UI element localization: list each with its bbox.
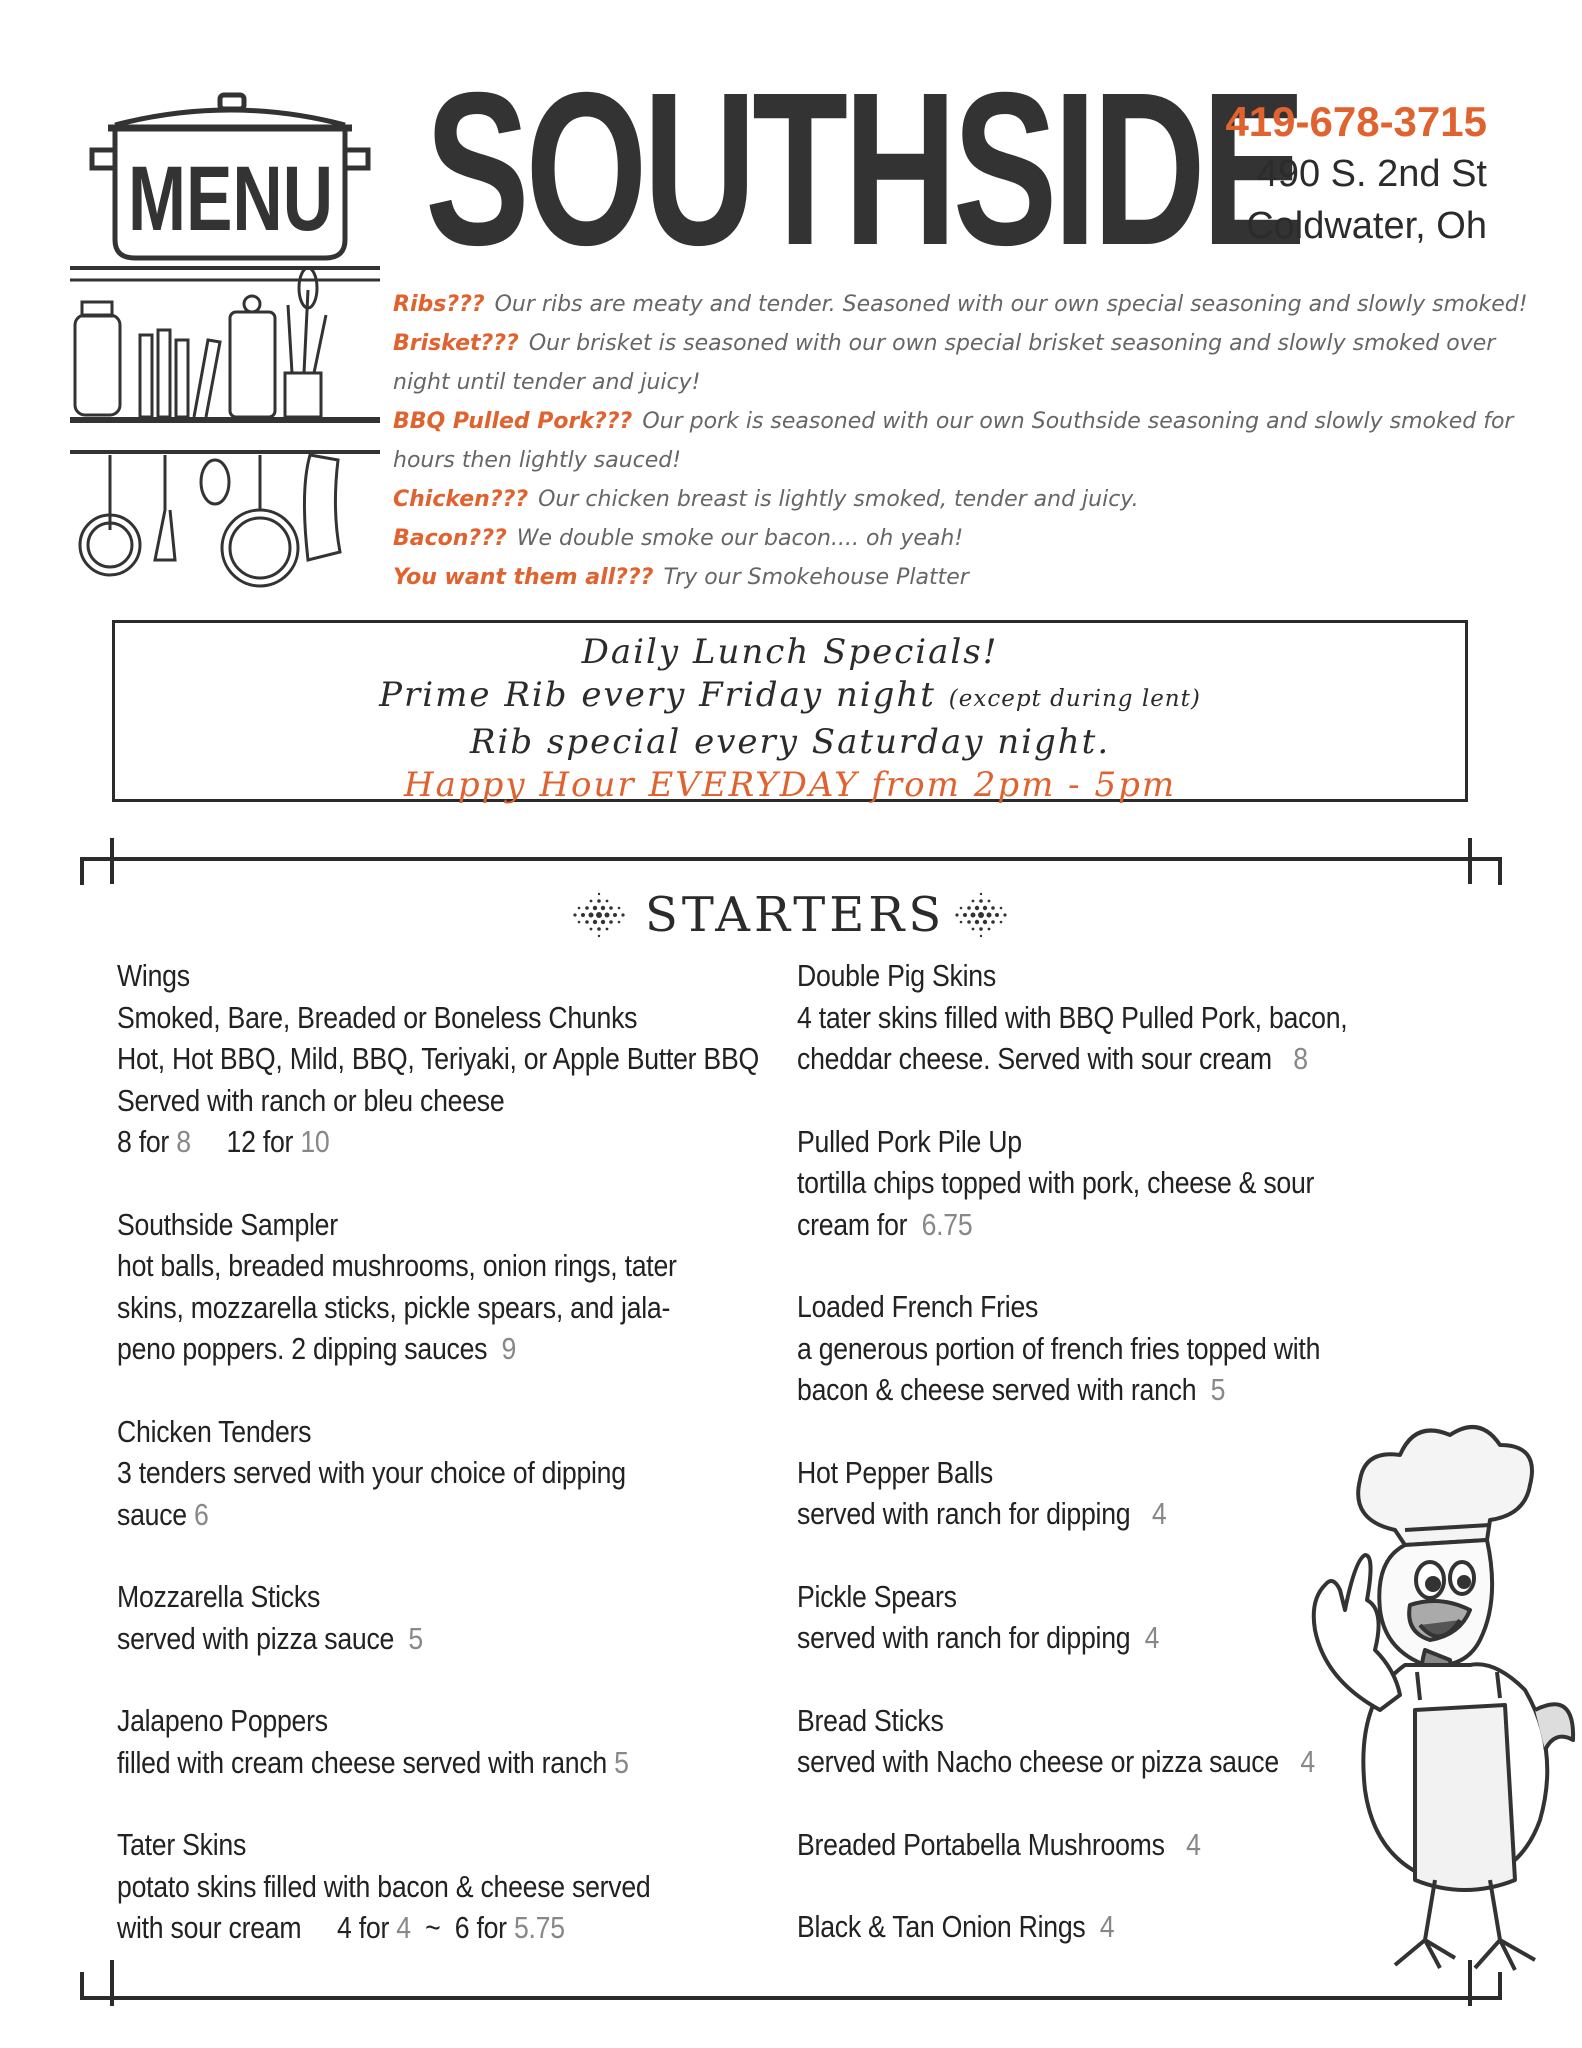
item-name: Mozzarella Sticks	[117, 1579, 321, 1614]
intro-text: Our ribs are meaty and tender. Seasoned with our own special seasoning and slowly smoked!	[494, 292, 1528, 317]
intro-text: Our pork is seasoned with our own Southside seasoning and slowly smoked for	[642, 409, 1514, 434]
item-price: 5	[408, 1620, 423, 1656]
address-line-1: 490 S. 2nd St	[1256, 153, 1487, 195]
frame-top-rule	[80, 857, 1502, 861]
item-desc: served with pizza sauce 5	[117, 1620, 423, 1656]
item-desc: 4 tater skins filled with BBQ Pulled Pork, bacon,	[797, 999, 1348, 1035]
intro-text: hours then lightly sauced!	[393, 448, 682, 473]
item-desc: sauce 6	[117, 1496, 209, 1532]
item-price: 5.75	[513, 1910, 565, 1945]
kitchen-illustration	[70, 90, 380, 600]
item-price: 5	[1210, 1372, 1226, 1407]
frame-top-inner-rule	[110, 838, 114, 884]
intro-line	[393, 558, 1503, 597]
starters-heading	[565, 882, 1015, 948]
item-name: Bread Sticks	[797, 1702, 944, 1738]
address-line-2: Coldwater, Oh	[1246, 205, 1487, 247]
item-desc: served with ranch for dipping 4	[797, 1620, 1160, 1655]
item-name: Loaded French Fries	[797, 1289, 1039, 1324]
specials-line-prime-rib: Prime Rib every Friday night (except during lent)	[379, 675, 1201, 715]
item-desc: tortilla chips topped with pork, cheese & sour	[797, 1165, 1315, 1200]
intro-line	[393, 402, 1514, 441]
item-desc: skins, mozzarella sticks, pickle spears, and jala-	[117, 1289, 671, 1325]
specials-note: (except during lent)	[948, 686, 1201, 712]
item-name: Hot Pepper Balls	[797, 1454, 993, 1490]
item-price: 5	[614, 1744, 629, 1780]
intro-question: BBQ Pulled Pork???	[393, 409, 633, 434]
specials-line-rib: Rib special every Saturday night.	[469, 722, 1111, 762]
cooking-pot-icon	[70, 95, 380, 280]
intro-line	[393, 285, 1528, 324]
intro-line	[393, 363, 1503, 402]
intro-question: Bacon???	[393, 526, 507, 551]
item-desc: served with Nacho cheese or pizza sauce 4	[797, 1744, 1315, 1779]
frame-bottom-tick	[80, 1972, 84, 2000]
item-name: Black & Tan Onion Rings 4	[797, 1909, 1115, 1944]
item-desc: cheddar cheese. Served with sour cream 8	[797, 1041, 1308, 1076]
frame-top-tick	[80, 857, 84, 885]
rooster-chef-icon	[1255, 1410, 1575, 1980]
menu-item-mozzarella-sticks	[117, 1576, 797, 1659]
intro-question: Ribs???	[393, 292, 485, 317]
item-desc: a generous portion of french fries topped with	[797, 1330, 1321, 1366]
item-desc: filled with cream cheese served with ranch 5	[117, 1744, 629, 1780]
item-name: Wings	[117, 958, 190, 993]
item-price: 4	[1151, 1496, 1167, 1531]
hanging-pans-icon	[80, 455, 340, 586]
contact-info	[1225, 96, 1487, 252]
item-desc: Smoked, Bare, Breaded or Boneless Chunks	[117, 999, 638, 1035]
intro-line	[393, 324, 1503, 363]
item-price: 9	[501, 1331, 517, 1366]
intro-text: Our brisket is seasoned with our own special brisket seasoning and slowly smoked over	[528, 331, 1496, 356]
item-price: 10	[300, 1124, 330, 1159]
item-desc: served with ranch for dipping 4	[797, 1496, 1167, 1531]
intro-question: You want them all???	[393, 565, 654, 590]
item-desc: potato skins filled with bacon & cheese served	[117, 1868, 651, 1904]
item-name: Pulled Pork Pile Up	[797, 1123, 1022, 1159]
menu-item-tater-skins	[117, 1824, 797, 1949]
item-desc: 3 tenders served with your choice of dipping	[117, 1455, 626, 1490]
menu-item-pulled-pork-pile-up	[797, 1121, 1477, 1246]
intro-question: Chicken???	[393, 487, 529, 512]
menu-item-wings	[117, 955, 797, 1163]
item-desc: cream for 6.75	[797, 1206, 973, 1242]
item-price: 4	[1300, 1744, 1315, 1779]
intro-text: We double smoke our bacon.... oh yeah!	[516, 526, 964, 551]
intro-question: Brisket???	[393, 331, 519, 356]
item-desc: 8 for 8 12 for 10	[117, 1124, 330, 1159]
item-name: Pickle Spears	[797, 1578, 957, 1614]
item-desc: Hot, Hot BBQ, Mild, BBQ, Teriyaki, or Apple Butter BBQ	[117, 1041, 759, 1076]
item-price: 6	[194, 1496, 209, 1532]
item-desc: hot balls, breaded mushrooms, onion rings, tater	[117, 1248, 677, 1283]
item-name: Breaded Portabella Mushrooms 4	[797, 1826, 1201, 1862]
item-price: 4	[1099, 1909, 1115, 1944]
starters-left-column	[117, 955, 797, 1990]
starters-title: STARTERS	[645, 887, 946, 943]
intro-line	[393, 519, 1503, 558]
intro-descriptions	[393, 285, 1528, 597]
starburst-ornament-icon	[569, 888, 629, 942]
menu-item-southside-sampler	[117, 1204, 797, 1370]
item-desc: peno poppers. 2 dipping sauces 9	[117, 1331, 517, 1366]
item-name: Jalapeno Poppers	[117, 1703, 328, 1738]
frame-bottom-rule	[80, 1996, 1502, 2000]
intro-text: Our chicken breast is lightly smoked, tender and juicy.	[538, 487, 1139, 512]
item-price: 6.75	[921, 1206, 973, 1242]
specials-box	[112, 620, 1468, 805]
item-price: 4	[1186, 1826, 1201, 1862]
menu-item-chicken-tenders	[117, 1411, 797, 1536]
item-price: 4	[396, 1910, 411, 1945]
frame-bottom-inner-rule	[110, 1960, 114, 2006]
item-name: Southside Sampler	[117, 1206, 338, 1242]
menu-item-double-pig-skins	[797, 955, 1477, 1080]
item-price: 8	[176, 1124, 191, 1159]
item-name: Tater Skins	[117, 1827, 247, 1862]
item-desc: Served with ranch or bleu cheese	[117, 1082, 505, 1118]
item-price: 8	[1293, 1041, 1308, 1076]
menu-badge-text: MENU	[128, 148, 333, 250]
specials-line-lunch: Daily Lunch Specials!	[581, 632, 999, 672]
intro-line	[393, 480, 1503, 519]
frame-top-inner-rule	[1468, 838, 1472, 884]
brand-logo-container	[425, 48, 1302, 291]
menu-item-loaded-french-fries	[797, 1286, 1477, 1411]
item-price: 4	[1144, 1620, 1160, 1655]
kitchen-shelf-icon	[70, 268, 380, 452]
starburst-ornament-icon	[951, 888, 1011, 942]
specials-line-happy-hour: Happy Hour EVERYDAY from 2pm - 5pm	[403, 765, 1177, 805]
intro-text: Try our Smokehouse Platter	[663, 565, 969, 590]
frame-top-tick	[1498, 857, 1502, 885]
brand-title: SOUTHSIDE	[425, 48, 1302, 291]
item-desc: with sour cream 4 for 4 ~ 6 for 5.75	[117, 1910, 565, 1945]
intro-text: night until tender and juicy!	[393, 370, 701, 395]
menu-item-jalapeno-poppers	[117, 1700, 797, 1783]
item-name: Chicken Tenders	[117, 1413, 312, 1449]
item-desc: bacon & cheese served with ranch 5	[797, 1372, 1226, 1407]
intro-line	[393, 441, 1503, 480]
phone-number[interactable]: 419-678-3715	[1225, 98, 1487, 145]
item-name: Double Pig Skins	[797, 958, 996, 993]
